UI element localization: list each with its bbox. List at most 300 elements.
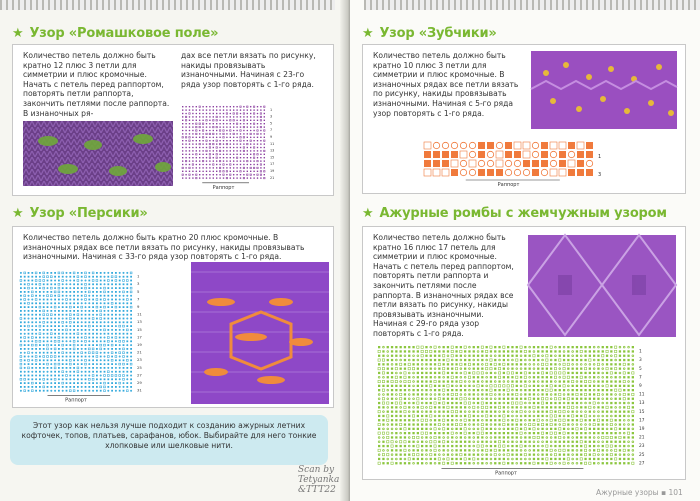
chart-cell xyxy=(520,350,522,352)
chart-cell xyxy=(77,272,78,273)
chart-cell xyxy=(434,428,436,430)
chart-cell xyxy=(455,398,457,400)
chart-cell xyxy=(111,352,113,354)
chart-cell xyxy=(597,423,599,425)
chart-cell xyxy=(585,424,587,426)
chart-cell xyxy=(524,350,526,352)
chart-cell xyxy=(39,306,41,308)
chart-cell xyxy=(73,371,75,373)
chart-cell xyxy=(408,423,410,425)
chart-row-label: 21 xyxy=(639,435,645,441)
chart-cell xyxy=(69,272,71,274)
chart-cell xyxy=(58,291,60,293)
chart-cell xyxy=(589,419,591,421)
chart-cell xyxy=(438,406,440,408)
chart-cell xyxy=(417,449,419,451)
chart-cell xyxy=(206,160,207,161)
chart-cell xyxy=(104,295,106,297)
chart-cell xyxy=(192,171,193,172)
chart-cell xyxy=(572,415,574,417)
chart-cell xyxy=(209,133,210,134)
chart-cell xyxy=(237,161,238,162)
chart-cell xyxy=(546,415,548,417)
chart-cell xyxy=(490,432,492,434)
chart-cell xyxy=(378,346,380,348)
chart-cell xyxy=(88,280,90,282)
chart-cell xyxy=(430,406,432,408)
chart-cell xyxy=(559,406,561,408)
rapport-label: Раппорт xyxy=(497,182,520,188)
chart-cell xyxy=(196,116,197,117)
chart-cell xyxy=(236,109,237,110)
chart-cell xyxy=(115,314,117,316)
chart-cell xyxy=(584,398,586,400)
chart-cell xyxy=(20,359,22,361)
chart-cell xyxy=(39,325,41,327)
chart-cell xyxy=(111,378,113,380)
chart-row-label: 3 xyxy=(137,281,140,287)
chart-cell xyxy=(85,390,87,392)
chart-cell xyxy=(481,462,483,464)
section-title-romashkovoe xyxy=(12,26,218,41)
chart-cell xyxy=(213,154,214,155)
chart-cell xyxy=(572,351,574,353)
chart-cell xyxy=(505,142,512,149)
chart-cell xyxy=(247,178,248,179)
chart-cell xyxy=(408,368,410,370)
chart-cell xyxy=(511,376,513,378)
chart-cell xyxy=(486,376,488,378)
chart-cell xyxy=(490,355,492,357)
chart-cell xyxy=(127,310,128,311)
chart-cell xyxy=(119,287,121,289)
chart-cell xyxy=(236,150,237,151)
chart-cell xyxy=(243,167,244,168)
chart-cell xyxy=(62,333,64,335)
chart-cell xyxy=(199,113,200,114)
chart-cell xyxy=(257,150,258,151)
chart-cell xyxy=(196,150,197,151)
chart-cell xyxy=(589,359,591,361)
chart-cell xyxy=(54,375,56,377)
chart-cell xyxy=(417,428,419,430)
chart-cell xyxy=(216,126,217,127)
chart-cell xyxy=(494,454,496,456)
chart-cell xyxy=(92,291,94,293)
chart-cell xyxy=(486,441,488,443)
title-text: Узор «Ромашковое поле» xyxy=(29,26,219,41)
chart-cell xyxy=(589,454,591,456)
chart-cell xyxy=(39,363,41,365)
chart-cell xyxy=(104,291,106,293)
chart-cell xyxy=(619,415,621,417)
chart-cell xyxy=(451,423,453,425)
chart-cell xyxy=(615,411,617,413)
chart-cell xyxy=(632,441,634,443)
chart-cell xyxy=(610,350,612,352)
chart-cell xyxy=(185,133,186,134)
chart-cell xyxy=(408,398,410,400)
chart-cell xyxy=(430,389,432,391)
chart-cell xyxy=(43,314,45,316)
chart-cell xyxy=(123,295,124,296)
chart-cell xyxy=(541,363,543,365)
chart-cell xyxy=(96,276,98,278)
chart-cell xyxy=(567,393,569,395)
chart-cell xyxy=(434,441,436,443)
chart-cell xyxy=(533,415,535,417)
chart-cell xyxy=(391,419,393,421)
chart-cell xyxy=(400,436,402,438)
chart-cell xyxy=(182,171,183,172)
chart-cell xyxy=(408,385,410,387)
chart-cell xyxy=(412,432,414,434)
chart-cell xyxy=(572,424,574,426)
chart-cell xyxy=(193,154,194,155)
chart-cell xyxy=(425,432,427,434)
chart-cell xyxy=(576,424,578,426)
chart-cell xyxy=(481,355,483,357)
chart-cell xyxy=(130,302,132,304)
chart-cell xyxy=(451,436,453,438)
chart-cell xyxy=(85,314,87,316)
chart-cell xyxy=(378,406,380,408)
chart-cell xyxy=(199,154,200,155)
chart-cell xyxy=(226,167,227,168)
chart-cell xyxy=(54,363,56,365)
chart-cell xyxy=(210,137,211,138)
chart-cell xyxy=(460,151,467,158)
chart-cell xyxy=(546,445,548,447)
chart-cell xyxy=(111,386,113,388)
chart-cell xyxy=(69,356,71,358)
chart-cell xyxy=(559,393,561,395)
chart-cell xyxy=(395,368,397,370)
chart-cell xyxy=(567,359,569,361)
chart-cell xyxy=(382,372,384,374)
chart-cell xyxy=(223,137,224,138)
chart-cell xyxy=(92,295,94,297)
chart-cell xyxy=(378,423,380,425)
chart-cell xyxy=(28,390,30,392)
chart-cell xyxy=(464,381,466,383)
chart-cell xyxy=(559,454,561,456)
chart-cell xyxy=(559,428,561,430)
chart-cell xyxy=(520,363,522,365)
chart-cell xyxy=(494,385,496,387)
chart-cell xyxy=(39,340,41,342)
chart-cell xyxy=(387,441,389,443)
chart-cell xyxy=(236,143,237,144)
chart-cell xyxy=(498,368,500,370)
chart-cell xyxy=(469,411,471,413)
chart-cell xyxy=(430,458,432,460)
chart-cell xyxy=(412,350,414,352)
chart-cell xyxy=(20,280,22,282)
chart-cell xyxy=(447,450,449,452)
chart-cell xyxy=(378,385,380,387)
chart-cell xyxy=(209,116,210,117)
chart-cell xyxy=(236,133,237,134)
chart-cell xyxy=(20,363,22,365)
chart-cell xyxy=(550,406,552,408)
chart-cell xyxy=(580,415,582,417)
chart-cell xyxy=(213,140,214,141)
chart-cell xyxy=(494,462,496,464)
chart-cell xyxy=(20,325,22,327)
chart-cell xyxy=(438,436,440,438)
chart-cell xyxy=(66,333,68,335)
chart-cell xyxy=(260,171,261,172)
chart-cell xyxy=(602,402,604,404)
chart-cell xyxy=(512,359,514,361)
chart-row-label: 7 xyxy=(639,375,642,381)
chart-cell xyxy=(395,432,397,434)
chart-cell xyxy=(213,171,214,172)
chart-cell xyxy=(550,368,552,370)
chart-cell xyxy=(107,291,109,293)
chart-cell xyxy=(219,133,220,134)
chart-cell xyxy=(555,381,557,383)
chart-cell xyxy=(47,337,49,339)
chart-cell xyxy=(597,350,599,352)
chart-cell xyxy=(606,363,608,365)
chart-cell xyxy=(486,458,488,460)
chart-cell xyxy=(546,419,548,421)
chart-cell xyxy=(119,337,121,339)
chart-cell xyxy=(584,406,586,408)
chart-cell xyxy=(253,147,254,148)
chart-cell xyxy=(434,368,436,370)
chart-cell xyxy=(610,445,612,447)
chart-cell xyxy=(602,436,604,438)
chart-cell xyxy=(426,398,428,400)
chart-cell xyxy=(250,106,251,107)
chart-cell xyxy=(209,147,210,148)
chart-cell xyxy=(490,398,492,400)
chart-cell xyxy=(213,161,214,162)
chart-cell xyxy=(619,454,621,456)
chart-cell xyxy=(182,127,183,128)
chart-cell xyxy=(202,123,203,124)
chart-cell xyxy=(387,380,389,382)
chart-cell xyxy=(199,106,200,107)
chart-cell xyxy=(438,372,440,374)
chart-cell xyxy=(50,371,52,373)
chart-cell xyxy=(537,381,539,383)
chart-cell xyxy=(100,360,101,361)
chart-cell xyxy=(627,363,629,365)
chart-cell xyxy=(54,291,56,293)
chart-cell xyxy=(119,314,120,315)
chart-cell xyxy=(417,436,419,438)
chart-cell xyxy=(494,406,496,408)
chart-cell xyxy=(73,390,75,392)
chart-cell xyxy=(236,113,237,114)
chart-cell xyxy=(104,322,105,323)
chart-cell xyxy=(507,428,509,430)
chart-cell xyxy=(226,130,227,131)
chart-cell xyxy=(529,458,531,460)
chart-cell xyxy=(387,363,389,365)
chart-cell xyxy=(451,462,453,464)
chart-cell xyxy=(537,346,539,348)
chart-cell xyxy=(104,382,106,384)
chart-cell xyxy=(516,389,518,391)
chart-cell xyxy=(227,127,228,128)
chart-cell xyxy=(541,423,543,425)
chart-cell xyxy=(529,415,531,417)
chart-cell xyxy=(243,133,244,134)
chart-cell xyxy=(477,380,479,382)
chart-cell xyxy=(123,280,125,282)
chart-cell xyxy=(77,356,79,358)
chart-cell xyxy=(219,130,220,131)
chart-cell xyxy=(606,359,608,361)
chart-cell xyxy=(43,310,45,312)
chart-cell xyxy=(516,441,518,443)
chart-cell xyxy=(32,341,33,342)
chart-cell xyxy=(438,376,440,378)
chart-cell xyxy=(111,306,113,308)
chart-cell xyxy=(520,437,522,439)
chart-cell xyxy=(130,329,132,331)
chart-cell xyxy=(253,154,254,155)
chart-cell xyxy=(434,432,436,434)
chart-cell xyxy=(189,120,190,121)
chart-cell xyxy=(123,371,125,373)
chart-cell xyxy=(619,449,621,451)
chart-cell xyxy=(473,393,475,395)
chart-cell xyxy=(69,386,71,388)
chart-cell xyxy=(81,299,82,300)
chart-cell xyxy=(451,454,453,456)
chart-cell xyxy=(92,325,94,327)
chart-cell xyxy=(610,368,612,370)
chart-cell xyxy=(434,454,436,456)
chart-cell xyxy=(28,295,29,296)
chart-cell xyxy=(31,306,33,308)
chart-cell xyxy=(35,329,37,331)
chart-cell xyxy=(563,398,565,400)
chart-cell xyxy=(20,333,21,334)
chart-cell xyxy=(244,161,245,162)
chart-cell xyxy=(264,126,265,127)
chart-cell xyxy=(623,363,625,365)
chart-cell xyxy=(563,415,565,417)
chart-cell xyxy=(206,150,207,151)
chart-cell xyxy=(216,171,217,172)
chart-cell xyxy=(576,458,578,460)
chart-cell xyxy=(460,458,462,460)
chart-cell xyxy=(425,402,427,404)
chart-cell xyxy=(247,164,248,165)
chart-cell xyxy=(473,350,475,352)
star-icon: ★ xyxy=(362,26,374,41)
chart-cell xyxy=(533,423,535,425)
chart-cell xyxy=(550,398,552,400)
chart-cell xyxy=(73,272,75,274)
chart-cell xyxy=(383,376,385,378)
chart-cell xyxy=(54,325,56,327)
chart-cell xyxy=(126,291,128,293)
chart-cell xyxy=(260,116,261,117)
chart-cell xyxy=(541,432,543,434)
chart-cell xyxy=(615,449,617,451)
chart-cell xyxy=(182,109,183,110)
chart-cell xyxy=(69,375,71,377)
chart-cell xyxy=(58,299,60,301)
chart-cell xyxy=(417,359,419,361)
chart-cell xyxy=(511,449,513,451)
chart-cell xyxy=(542,445,544,447)
chart-cell xyxy=(615,368,617,370)
chart-cell xyxy=(417,385,419,387)
chart-cell xyxy=(627,393,629,395)
chart-cell xyxy=(408,359,410,361)
chart-cell xyxy=(66,325,68,327)
chart-cell xyxy=(55,280,56,281)
chart-cell xyxy=(606,406,608,408)
chart-cell xyxy=(387,445,389,447)
chart-cell xyxy=(383,411,385,413)
chart-cell xyxy=(400,454,402,456)
chart-cell xyxy=(412,402,414,404)
chart-cell xyxy=(391,380,393,382)
chart-cell xyxy=(550,142,557,149)
chart-cell xyxy=(111,375,113,377)
chart-cell xyxy=(202,126,203,127)
chart-cell xyxy=(468,359,470,361)
chart-cell xyxy=(77,291,78,292)
chart-cell xyxy=(77,375,79,377)
chart-cell xyxy=(559,346,561,348)
chart-cell xyxy=(20,306,22,308)
chart-cell xyxy=(593,355,595,357)
chart-cell xyxy=(104,390,106,392)
chart-cell xyxy=(77,329,78,330)
chart-cell xyxy=(189,167,190,168)
chart-cell xyxy=(69,276,71,278)
chart-cell xyxy=(243,120,244,121)
chart-cell xyxy=(503,368,505,370)
chart-cell xyxy=(632,368,634,370)
chart-cell xyxy=(619,385,621,387)
chart-cell xyxy=(50,329,52,331)
chart-cell xyxy=(593,393,595,395)
chart-cell xyxy=(507,423,509,425)
title-text: Ажурные ромбы с жемчужным узором xyxy=(379,206,667,221)
chart-cell xyxy=(31,272,33,274)
chart-cell xyxy=(189,157,190,158)
chart-cell xyxy=(55,390,56,391)
chart-cell xyxy=(39,386,41,388)
chart-cell xyxy=(584,419,586,421)
chart-cell xyxy=(529,411,531,413)
chart-cell xyxy=(182,167,183,168)
chart-cell xyxy=(96,302,98,304)
top-stripe-right xyxy=(364,0,700,10)
chart-cell xyxy=(468,363,470,365)
chart-cell xyxy=(391,436,393,438)
chart-cell xyxy=(233,106,234,107)
chart-cell xyxy=(250,151,251,152)
chart-cell xyxy=(412,411,414,413)
chart-cell xyxy=(223,150,224,151)
chart-cell xyxy=(43,318,45,320)
chart-cell xyxy=(96,386,98,388)
chart-cell xyxy=(378,402,380,404)
